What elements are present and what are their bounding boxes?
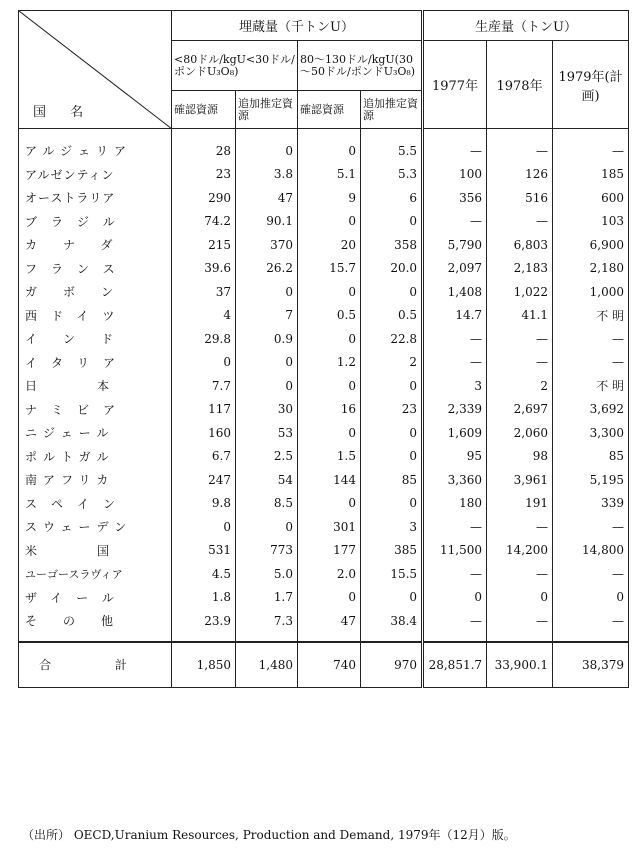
value-cell: 1,022	[487, 280, 553, 304]
value-cell: 29.8	[172, 327, 236, 351]
value-cell: 290	[172, 186, 236, 210]
table-row	[19, 492, 629, 516]
value-cell: 5.0	[236, 562, 298, 586]
value-cell: 0	[172, 351, 236, 375]
value-cell: 117	[172, 398, 236, 422]
value-cell: 6.7	[172, 445, 236, 469]
country-name: 米国	[19, 539, 172, 563]
value-cell: 5,195	[553, 468, 629, 492]
value-cell: 0	[298, 374, 361, 398]
country-name: アルジェリア	[19, 129, 172, 163]
value-cell: 23	[361, 398, 423, 422]
country-header-cell	[19, 11, 172, 129]
value-cell: 2,339	[423, 398, 487, 422]
value-cell: 37	[172, 280, 236, 304]
value-cell: 180	[423, 492, 487, 516]
value-cell: 0	[298, 327, 361, 351]
value-cell: 0	[236, 129, 298, 163]
value-cell: 0	[236, 515, 298, 539]
value-cell: 6,803	[487, 233, 553, 257]
value-cell: 3	[361, 515, 423, 539]
value-cell: 14,800	[553, 539, 629, 563]
value-cell: 0	[361, 210, 423, 234]
country-name: インド	[19, 327, 172, 351]
value-cell: 185	[553, 163, 629, 187]
value-cell: 39.6	[172, 257, 236, 281]
value-cell: 2,097	[423, 257, 487, 281]
total-label: 合 計	[19, 642, 172, 688]
table-row	[19, 280, 629, 304]
value-cell: —	[553, 515, 629, 539]
value-cell: 516	[487, 186, 553, 210]
value-cell: —	[487, 562, 553, 586]
value-cell: 531	[172, 539, 236, 563]
year-1977-header: 1977年	[423, 41, 487, 129]
value-cell: —	[487, 129, 553, 163]
value-cell: 0	[361, 280, 423, 304]
value-cell: 20	[298, 233, 361, 257]
value-cell: 4	[172, 304, 236, 328]
value-cell: 1.7	[236, 586, 298, 610]
value-cell: 370	[236, 233, 298, 257]
value-cell: 90.1	[236, 210, 298, 234]
value-cell: 356	[423, 186, 487, 210]
additional-header: 追加推定資源	[361, 91, 423, 129]
value-cell: 2,060	[487, 421, 553, 445]
year-1978-header: 1978年	[487, 41, 553, 129]
value-cell: 1.5	[298, 445, 361, 469]
table-row	[19, 468, 629, 492]
value-cell: 773	[236, 539, 298, 563]
value-cell: 0	[236, 351, 298, 375]
value-cell: 4.5	[172, 562, 236, 586]
value-cell: 7.7	[172, 374, 236, 398]
value-cell: 3,360	[423, 468, 487, 492]
value-cell: —	[423, 515, 487, 539]
country-name: 西ドイツ	[19, 304, 172, 328]
table-row	[19, 374, 629, 398]
value-cell: 177	[298, 539, 361, 563]
value-cell: 126	[487, 163, 553, 187]
value-cell: 不 明	[553, 374, 629, 398]
value-cell: 2,180	[553, 257, 629, 281]
value-cell: 1,609	[423, 421, 487, 445]
value-cell: 0	[298, 280, 361, 304]
value-cell: 0	[298, 492, 361, 516]
value-cell: 3.8	[236, 163, 298, 187]
value-cell: 0	[361, 421, 423, 445]
value-cell: 20.0	[361, 257, 423, 281]
value-cell: —	[553, 327, 629, 351]
value-cell: 98	[487, 445, 553, 469]
value-cell: —	[553, 609, 629, 642]
value-cell: 0.9	[236, 327, 298, 351]
country-name: ガボン	[19, 280, 172, 304]
value-cell: 0	[361, 492, 423, 516]
value-cell: 215	[172, 233, 236, 257]
value-cell: 247	[172, 468, 236, 492]
uranium-table	[18, 10, 629, 688]
value-cell: 385	[361, 539, 423, 563]
table-row	[19, 163, 629, 187]
value-cell: 7.3	[236, 609, 298, 642]
value-cell: 0	[553, 586, 629, 610]
source-note: （出所） OECD,Uranium Resources, Production and Demand, 1979年（12月）版。	[22, 828, 516, 842]
value-cell: 38.4	[361, 609, 423, 642]
table-row	[19, 304, 629, 328]
range2-header: 80～130ドル/kgU(30～50ドル/ポンドU₃O₈)	[298, 41, 423, 91]
value-cell: 28	[172, 129, 236, 163]
total-cell: 33,900.1	[487, 642, 553, 688]
value-cell: 8.5	[236, 492, 298, 516]
value-cell: 9	[298, 186, 361, 210]
value-cell: 26.2	[236, 257, 298, 281]
value-cell: —	[487, 351, 553, 375]
table-row	[19, 445, 629, 469]
additional-header: 追加推定資源	[236, 91, 298, 129]
value-cell: —	[487, 327, 553, 351]
country-name: その他	[19, 609, 172, 642]
value-cell: 16	[298, 398, 361, 422]
value-cell: 160	[172, 421, 236, 445]
value-cell: —	[487, 515, 553, 539]
value-cell: 9.8	[172, 492, 236, 516]
value-cell: —	[423, 609, 487, 642]
value-cell: 3,300	[553, 421, 629, 445]
table-row	[19, 515, 629, 539]
value-cell: 7	[236, 304, 298, 328]
value-cell: 85	[361, 468, 423, 492]
value-cell: 74.2	[172, 210, 236, 234]
value-cell: 2	[361, 351, 423, 375]
value-cell: 0.5	[298, 304, 361, 328]
value-cell: 0	[361, 445, 423, 469]
country-name: スペイン	[19, 492, 172, 516]
value-cell: 14,200	[487, 539, 553, 563]
confirmed-header: 確認資源	[172, 91, 236, 129]
year-1979-header: 1979年(計画)	[553, 41, 629, 129]
value-cell: 22.8	[361, 327, 423, 351]
value-cell: 23	[172, 163, 236, 187]
value-cell: —	[487, 210, 553, 234]
value-cell: 95	[423, 445, 487, 469]
value-cell: —	[487, 609, 553, 642]
total-cell: 970	[361, 642, 423, 688]
value-cell: 47	[298, 609, 361, 642]
value-cell: 5.5	[361, 129, 423, 163]
value-cell: 3,961	[487, 468, 553, 492]
range1-header: <80ドル/kgU<30ドル/ポンドU₃O₈)	[172, 41, 298, 91]
value-cell: 100	[423, 163, 487, 187]
table-row	[19, 398, 629, 422]
total-cell: 1,480	[236, 642, 298, 688]
value-cell: 191	[487, 492, 553, 516]
value-cell: 23.9	[172, 609, 236, 642]
table-row	[19, 351, 629, 375]
value-cell: —	[423, 327, 487, 351]
table-row	[19, 257, 629, 281]
value-cell: 144	[298, 468, 361, 492]
country-name: 南アフリカ	[19, 468, 172, 492]
value-cell: 1,408	[423, 280, 487, 304]
value-cell: 301	[298, 515, 361, 539]
value-cell: 2.5	[236, 445, 298, 469]
value-cell: 1.2	[298, 351, 361, 375]
country-name: カナダ	[19, 233, 172, 257]
country-name: ニジェール	[19, 421, 172, 445]
country-name: フランス	[19, 257, 172, 281]
country-name: ポルトガル	[19, 445, 172, 469]
table-row	[19, 210, 629, 234]
value-cell: 11,500	[423, 539, 487, 563]
country-name: イタリア	[19, 351, 172, 375]
value-cell: 54	[236, 468, 298, 492]
value-cell: —	[553, 562, 629, 586]
total-row	[19, 642, 629, 688]
value-cell: 2.0	[298, 562, 361, 586]
value-cell: —	[423, 351, 487, 375]
value-cell: 15.5	[361, 562, 423, 586]
value-cell: 5.1	[298, 163, 361, 187]
value-cell: 3,692	[553, 398, 629, 422]
table-row	[19, 539, 629, 563]
country-name: ユーゴースラヴィア	[19, 562, 172, 586]
value-cell: 2,183	[487, 257, 553, 281]
value-cell: 0	[487, 586, 553, 610]
value-cell: 41.1	[487, 304, 553, 328]
table-body	[19, 129, 629, 642]
value-cell: 6	[361, 186, 423, 210]
country-name: スウェーデン	[19, 515, 172, 539]
production-header: 生産量（トンU）	[423, 11, 629, 41]
value-cell: 0	[423, 586, 487, 610]
value-cell: 339	[553, 492, 629, 516]
table-row	[19, 609, 629, 642]
total-cell: 28,851.7	[423, 642, 487, 688]
value-cell: 1.8	[172, 586, 236, 610]
value-cell: —	[553, 129, 629, 163]
value-cell: —	[423, 210, 487, 234]
table-row	[19, 186, 629, 210]
country-name: ザイール	[19, 586, 172, 610]
value-cell: 0.5	[361, 304, 423, 328]
country-name: ナミビア	[19, 398, 172, 422]
value-cell: 14.7	[423, 304, 487, 328]
total-cell: 740	[298, 642, 361, 688]
value-cell: 53	[236, 421, 298, 445]
total-cell: 38,379	[553, 642, 629, 688]
value-cell: 47	[236, 186, 298, 210]
value-cell: 30	[236, 398, 298, 422]
value-cell: 103	[553, 210, 629, 234]
table-row	[19, 129, 629, 163]
country-name: 日本	[19, 374, 172, 398]
table-row	[19, 421, 629, 445]
table-row	[19, 562, 629, 586]
value-cell: 3	[423, 374, 487, 398]
value-cell: 358	[361, 233, 423, 257]
value-cell: 0	[298, 586, 361, 610]
value-cell: 85	[553, 445, 629, 469]
value-cell: —	[423, 562, 487, 586]
value-cell: 15.7	[298, 257, 361, 281]
value-cell: 0	[172, 515, 236, 539]
value-cell: 不 明	[553, 304, 629, 328]
value-cell: 0	[361, 374, 423, 398]
value-cell: 0	[298, 210, 361, 234]
value-cell: 2	[487, 374, 553, 398]
table-row	[19, 327, 629, 351]
value-cell: 5.3	[361, 163, 423, 187]
value-cell: 0	[361, 586, 423, 610]
country-name: アルゼンティン	[19, 163, 172, 187]
value-cell: 0	[236, 374, 298, 398]
value-cell: 2,697	[487, 398, 553, 422]
confirmed-header: 確認資源	[298, 91, 361, 129]
value-cell: 0	[236, 280, 298, 304]
table-row	[19, 233, 629, 257]
value-cell: 5,790	[423, 233, 487, 257]
table-row	[19, 586, 629, 610]
country-name: ブラジル	[19, 210, 172, 234]
value-cell: 0	[298, 129, 361, 163]
value-cell: —	[423, 129, 487, 163]
value-cell: 6,900	[553, 233, 629, 257]
country-header: 国 名	[33, 105, 94, 120]
value-cell: —	[553, 351, 629, 375]
value-cell: 1,000	[553, 280, 629, 304]
total-cell: 1,850	[172, 642, 236, 688]
reserves-header: 埋蔵量（千トンU）	[172, 11, 423, 41]
value-cell: 600	[553, 186, 629, 210]
country-name: オーストラリア	[19, 186, 172, 210]
value-cell: 0	[298, 421, 361, 445]
